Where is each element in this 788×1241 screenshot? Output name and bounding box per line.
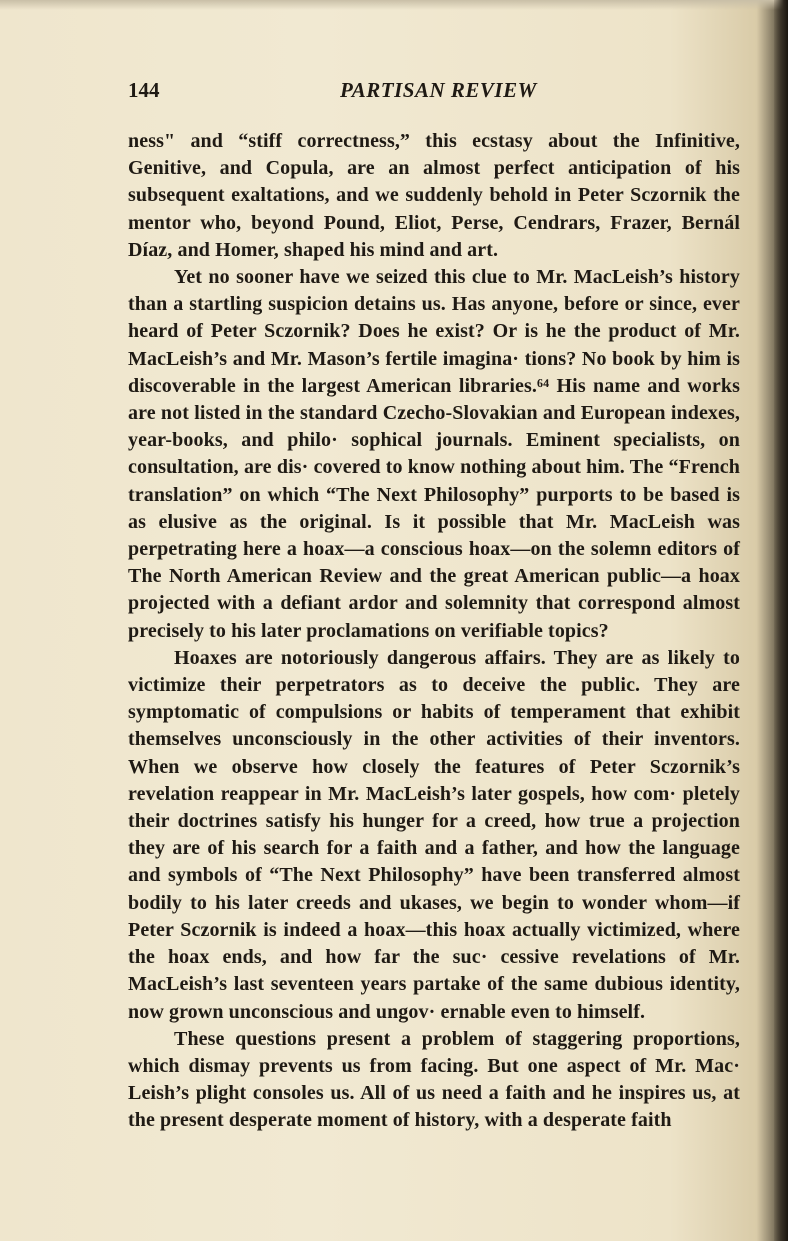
paragraph-2: Yet no sooner have we seized this clue to Mr. MacLeish’s history than a startling suspicion detains us. Has anyone, before or since, ever heard of Peter Sczornik? Does he exist? Or is he the product of Mr. MacLeish’s and Mr. Mason’s fertile imagina· tions? No book by him is discoverable in the largest American libraries.⁶⁴ His name and works are not listed in the standard Czecho-Slovakian and European indexes, year-books, and philo· sophical journals. Eminent specialists, on consultation, are dis· covered to know nothing about him. The “French translation” on which “The Next Philosophy” purports to be based is as elusive as the original. Is it possible that Mr. MacLeish was perpetrating here a hoax—a conscious hoax—on the solemn editors of The North American Review and the great American public—a hoax projected with a defiant ardor and solemnity that correspond almost precisely to his later proclamations on verifiable topics? <box>128 266 740 642</box>
running-head: PARTISAN REVIEW <box>340 78 537 102</box>
page-number: 144 <box>128 78 160 102</box>
body-text <box>128 128 740 1135</box>
page-top-shadow <box>0 0 788 10</box>
page-header <box>128 78 740 108</box>
page-gutter-edge <box>774 0 788 1241</box>
paragraph-4: These questions present a problem of staggering proportions, which dismay prevents us from facing. But one aspect of Mr. Mac· Leish’s plight consoles us. All of us need a faith and he inspires us, at the present desperate moment of history, with a desperate faith <box>128 1027 740 1132</box>
paragraph-3: Hoaxes are notoriously dangerous affairs. They are as likely to victimize their perpetrators as to deceive the public. They are symptomatic of compulsions or habits of temperament that exhibit themselves unconsciously in the other activities of their inventors. When we observe how closely the features of Peter Sczornik’s revelation reappear in Mr. MacLeish’s later gospels, how com· pletely their doctrines satisfy his hunger for a creed, how true a projection they are of his search for a faith and a father, and how the language and symbols of “The Next Philosophy” have been transferred almost bodily to his later creeds and ukases, we begin to wonder whom—if Peter Sczornik is indeed a hoax—this hoax actually victimized, where the hoax ends, and how far the suc· cessive revelations of Mr. MacLeish’s last seventeen years partake of the same dubious identity, now grown unconscious and ungov· ernable even to himself. <box>128 646 740 1023</box>
paragraph-1: ness" and “stiff correctness,” this ecstasy about the Infinitive, Genitive, and Copula, are an almost perfect anticipation of his subsequent exaltations, and we suddenly behold in Peter Sczornik the mentor who, beyond Pound, Eliot, Perse, Cendrars, Frazer, Bernál Díaz, and Homer, shaped his mind and art. <box>128 130 740 261</box>
